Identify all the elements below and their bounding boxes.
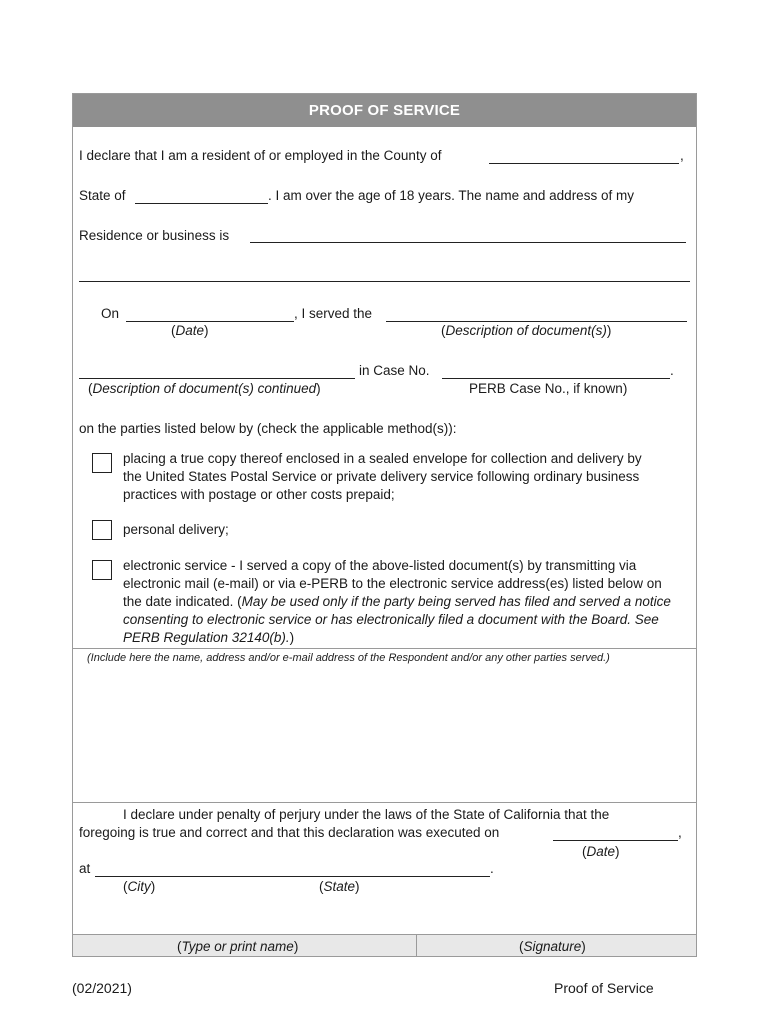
method-personal-checkbox[interactable] — [92, 520, 112, 540]
declare-county-text: I declare that I am a resident of or employed in the County of — [79, 148, 442, 163]
perjury-line-2: foregoing is true and correct and that this declaration was executed on — [79, 825, 500, 840]
comma-text-2: , — [678, 825, 682, 840]
perjury-line-1: I declare under penalty of perjury under the laws of the State of California that the — [123, 807, 610, 822]
on-text: On — [101, 306, 120, 321]
served-the-text: , I served the — [294, 306, 373, 321]
state-caption: (State) — [319, 879, 360, 894]
period-text: . — [670, 363, 674, 378]
signature-row-divider — [416, 935, 417, 956]
county-field[interactable] — [489, 163, 679, 164]
method-mail-label: placing a true copy thereof enclosed in a sealed envelope for collection and delivery by the United States Postal Service or private delivery service following ordinary business practices with postage or other costs prepaid; — [123, 451, 642, 502]
state-of-text: State of — [79, 188, 126, 203]
residence-field[interactable] — [250, 242, 686, 243]
signature-caption: (Signature) — [519, 939, 586, 954]
include-note: (Include here the name, address and/or e-mail address of the Respondent and/or any other parties served.) — [87, 652, 610, 664]
period-text-2: . — [490, 861, 494, 876]
section-divider-2 — [73, 802, 696, 803]
parties-text: on the parties listed below by (check the applicable method(s)): — [79, 421, 457, 436]
form-title: PROOF OF SERVICE — [73, 94, 696, 127]
executed-date-caption: (Date) — [582, 844, 620, 859]
residence-text: Residence or business is — [79, 228, 230, 243]
city-caption: (City) — [123, 879, 156, 894]
method-electronic-label: electronic service - I served a copy of the above-listed document(s) by transmitting via electronic mail (e-mail) or via e-PERB to the electronic service address(es) listed below on the date indicated. (May be used only if the party being served has filed and served a notice consenting to electronic service or has electronically filed a document with the Board. See PERB Regulation 32140(b).) — [123, 558, 671, 645]
name-signature-entry-area[interactable] — [73, 897, 696, 935]
type-name-caption: (Type or print name) — [177, 939, 299, 954]
at-text: at — [79, 861, 91, 876]
comma-text: , — [680, 148, 684, 163]
executed-location-field[interactable] — [95, 876, 490, 877]
signature-row — [73, 934, 696, 956]
in-case-no-text: in Case No. — [359, 363, 430, 378]
date-caption: (Date) — [171, 323, 209, 338]
perb-case-caption: PERB Case No., if known) — [469, 381, 628, 396]
method-electronic-checkbox[interactable] — [92, 560, 112, 580]
state-field[interactable] — [135, 203, 268, 204]
method-mail-checkbox[interactable] — [92, 453, 112, 473]
desc-doc-cont-caption: (Description of document(s) continued) — [88, 381, 321, 396]
document-description-continued-field[interactable] — [79, 378, 355, 379]
form-revision: (02/2021) — [72, 980, 132, 996]
served-date-field[interactable] — [126, 321, 294, 322]
case-number-field[interactable] — [442, 378, 670, 379]
address-continued-field[interactable] — [79, 281, 690, 282]
executed-date-field[interactable] — [553, 840, 678, 841]
method-personal-label: personal delivery; — [123, 522, 229, 537]
age-text: . I am over the age of 18 years. The name and address of my — [268, 188, 634, 203]
section-divider-1 — [73, 648, 696, 649]
footer-page-name: Proof of Service — [554, 980, 654, 996]
parties-served-area[interactable] — [73, 670, 696, 802]
document-description-field[interactable] — [386, 321, 687, 322]
desc-doc-caption: (Description of document(s)) — [441, 323, 612, 338]
